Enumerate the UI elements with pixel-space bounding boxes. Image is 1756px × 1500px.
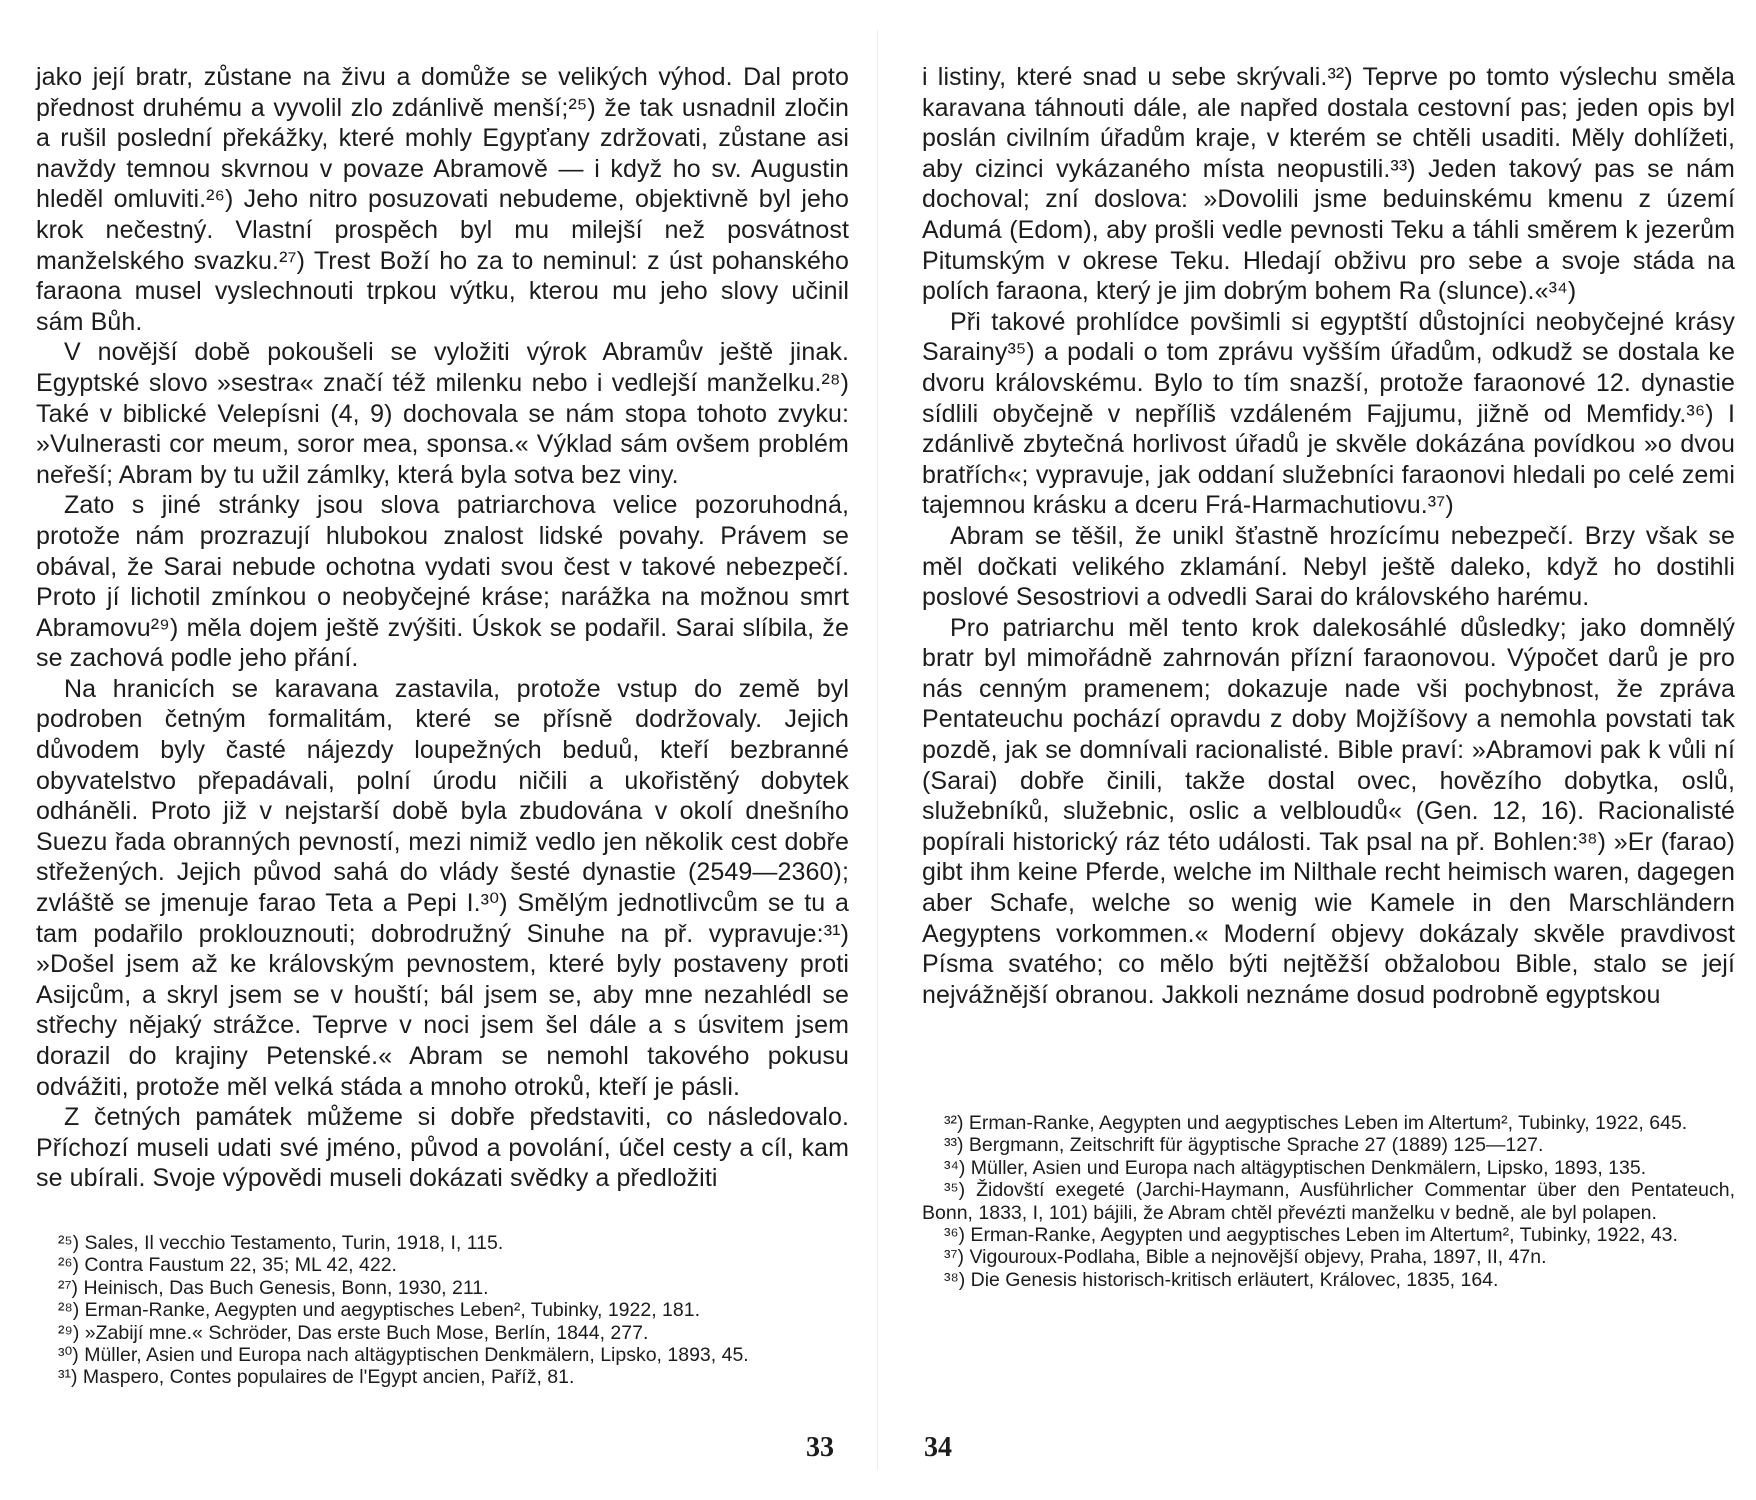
left-footnotes <box>36 1232 849 1389</box>
footnote: ³⁶) Erman-Ranke, Aegypten und aegyptisches Leben im Altertum², Tubinky, 1922, 43. <box>944 1224 1678 1247</box>
footnote: ²⁹) »Zabijí mne.« Schröder, Das erste Buch Mose, Berlín, 1844, 277. <box>58 1321 649 1344</box>
footnote: ²⁸) Erman-Ranke, Aegypten und aegyptisches Leben², Tubinky, 1922, 181. <box>58 1299 701 1322</box>
footnote: ³⁷) Vigouroux-Podlaha, Bible a nejnovější objevy, Praha, 1897, II, 47n. <box>944 1246 1547 1269</box>
footnote: ²⁶) Contra Faustum 22, 35; ML 42, 422. <box>58 1254 397 1277</box>
paragraph: Z četných památek můžeme si dobře představiti, co následovalo. Příchozí museli udati své jméno, původ a povolání, účel cesty a cíl, kam se ubírali. Svoje výpovědi museli dokázati svědky a předložiti <box>36 1103 849 1193</box>
page-number: 34 <box>924 1432 952 1463</box>
footnote: ³⁴) Müller, Asien und Europa nach altägyptischen Denkmälern, Lipsko, 1893, 135. <box>944 1156 1647 1179</box>
footnote: ³²) Erman-Ranke, Aegypten und aegyptisches Leben im Altertum², Tubinky, 1922, 645. <box>944 1112 1688 1134</box>
paragraph: i listiny, které snad u sebe skrývali.³²) Teprve po tomto výslechu směla karavana táhnouti dále, ale napřed dostala cestovní pas; jeden opis byl poslán civilním úřadům kraje, v kterém se chtěli usaditi. Měly dohlížeti, aby cizinci vykázaného místa neopustili.³³) Jeden takový pas se nám dochoval; zní doslova: »Dovolili jsme beduinskému kmenu z území Adumá (Edom), aby prošli vedle pevnosti Teku a táhli směrem k jezerům Pitumským v okrese Teku. Hledají obživu pro sebe a svoje stáda na polích faraona, který je jim dobrým bohem Ra (slunce).«³⁴) <box>922 63 1735 306</box>
footnote: ²⁵) Sales, Il vecchio Testamento, Turin, 1918, I, 115. <box>58 1232 504 1254</box>
footnote: ²⁷) Heinisch, Das Buch Genesis, Bonn, 1930, 211. <box>58 1276 489 1299</box>
right-page <box>878 0 1756 1500</box>
footnote: ³⁰) Müller, Asien und Europa nach altägyptischen Denkmälern, Lipsko, 1893, 45. <box>58 1344 749 1367</box>
footnote: ³⁵) Židovští exegeté (Jarchi-Haymann, Ausführlicher Commentar über den Pentateuch, Bonn, 1833, I, 101) bájili, že Abram chtěl převézti manželku v bedně, ale byl polapen. <box>922 1179 1735 1224</box>
right-body-text <box>922 62 1735 1010</box>
paragraph: Na hranicích se karavana zastavila, protože vstup do země byl podroben četným formalitám, které se přísně dodržovaly. Jejich důvodem byly časté nájezdy loupežných beduů, kteří bezbranné obyvatelstvo přepadávali, polní úrodu ničili a ukořistěný dobytek odháněli. Proto již v nejstarší době byla zbudována v okolí dnešního Suezu řada obranných pevností, mezi nimiž vedlo jen několik cest dobře střežených. Jejich původ sahá do vlády šesté dynastie (2549—2360); zvláště se jmenuje farao Teta a Pepi I.³⁰) Smělým jednotlivcům se tu a tam podařilo proklouznouti; dobrodružný Sinuhe na př. vypravuje:³¹) »Došel jsem až ke královským pevnostem, které byly postaveny proti Asijcům, a skryl jsem se v houští; bál jsem se, aby mne nezahlédl se střechy nějaký strážce. Teprve v noci jsem šel dále a s úsvitem jsem dorazil do krajiny Petenské.« Abram se nemohl takového pokusu odvážiti, protože měl velká stáda a mnoho otroků, kteří je pásli. <box>36 674 849 1101</box>
paragraph: Zato s jiné stránky jsou slova patriarchova velice pozoruhodná, protože nám prozrazují hlubokou znalost lidské povahy. Právem se obával, že Sarai nebude ochotna vydati svou čest v takové nebezpečí. Proto jí lichotil zmínkou o neobyčejné kráse; narážka na možnou smrt Abramovu²⁹) měla dojem ještě zvýšiti. Úskok se podařil. Sarai slíbila, že se zachová podle jeho přání. <box>36 491 849 673</box>
paragraph: Při takové prohlídce povšimli si egyptští důstojníci neobyčejné krásy Sarainy³⁵) a podali o tom zprávu vyšším úřadům, odkudž se dostala ke dvoru královskému. Bylo to tím snazší, protože faraonové 12. dynastie sídlili obyčejně v nepříliš vzdáleném Fajjumu, jižně od Memfidy.³⁶) I zdánlivě zbytečná horlivost úřadů je skvěle dokázána povídkou »o dvou bratřích«; vypravuje, jak oddaní služebníci faraonovi hledali po celé zemi tajemnou krásku a dceru Frá-Harmachutiovu.³⁷) <box>922 307 1735 520</box>
footnote: ³⁸) Die Genesis historisch-kritisch erläutert, Královec, 1835, 164. <box>944 1268 1499 1291</box>
paragraph: Pro patriarchu měl tento krok dalekosáhlé důsledky; jako domnělý bratr byl mimořádně zahrnován přízní faraonovou. Výpočet darů je pro nás cenným pramenem; dokazuje nade vši pochybnost, že zpráva Pentateuchu pochází opravdu z doby Mojžíšovy a nemohla povstati tak pozdě, jak se domnívali racionalisté. Bible praví: »Abramovi pak k vůli ní (Sarai) dobře činili, takže dostal ovec, hovězího dobytka, oslů, služebníků, služebnic, oslic a velbloudů« (Gen. 12, 16). Racionalisté popírali historický ráz této události. Tak psal na př. Bohlen:³⁸) »Er (farao) gibt ihm keine Pferde, welche im Nilthale recht heimisch waren, dagegen aber Schafe, welche so wenig wie Kamele in den Marschländern Aegyptens vorkommen.« Moderní objevy dokázaly skvěle pravdivost Písma svatého; co mělo býti nejtěžší obžalobou Bible, stalo se její nejvážnější obranou. Jakkoli neznáme dosud podrobně egyptskou <box>922 613 1735 1009</box>
paragraph: jako její bratr, zůstane na živu a domůže se velikých výhod. Dal proto přednost druhému a vyvolil zlo zdánlivě menší;²⁵) že tak usnadnil zločin a rušil poslední překážky, které mohly Egypťany zdržovati, zůstane asi navždy temnou skvrnou v povaze Abramově — i když ho sv. Augustin hleděl omluviti.²⁶) Jeho nitro posuzovati nebudeme, objektivně byl jeho krok nečestný. Vlastní prospěch byl mu milejší než posvátnost manželského svazku.²⁷) Trest Boží ho za to neminul: z úst pohanského faraona musel vyslechnouti trpkou výtku, kterou mu jeho slovy učinil sám Bůh. <box>36 63 849 336</box>
right-footnotes <box>922 1112 1735 1291</box>
footnote: ³¹) Maspero, Contes populaires de l'Egypt ancien, Paříž, 81. <box>58 1366 575 1389</box>
paragraph: V novější době pokoušeli se vyložiti výrok Abramův ještě jinak. Egyptské slovo »sestra« značí též milenku nebo i vedlejší manželku.²⁸) Také v biblické Velepísni (4, 9) dochovala se nám stopa tohoto zvyku: »Vulnerasti cor meum, soror mea, sponsa.« Výklad sám ovšem problém neřeší; Abram by tu užil zámlky, která byla sotva bez viny. <box>36 338 849 489</box>
left-body-text <box>36 62 849 1194</box>
paragraph: Abram se těšil, že unikl šťastně hrozícímu nebezpečí. Brzy však se měl dočkati velikého zklamání. Nebyl ještě daleko, když ho dostihli poslové Sesostriovi a odvedli Sarai do královského harému. <box>922 521 1735 612</box>
footnote: ³³) Bergmann, Zeitschrift für ägyptische Sprache 27 (1889) 125—127. <box>944 1134 1544 1157</box>
page-number: 33 <box>806 1432 834 1463</box>
